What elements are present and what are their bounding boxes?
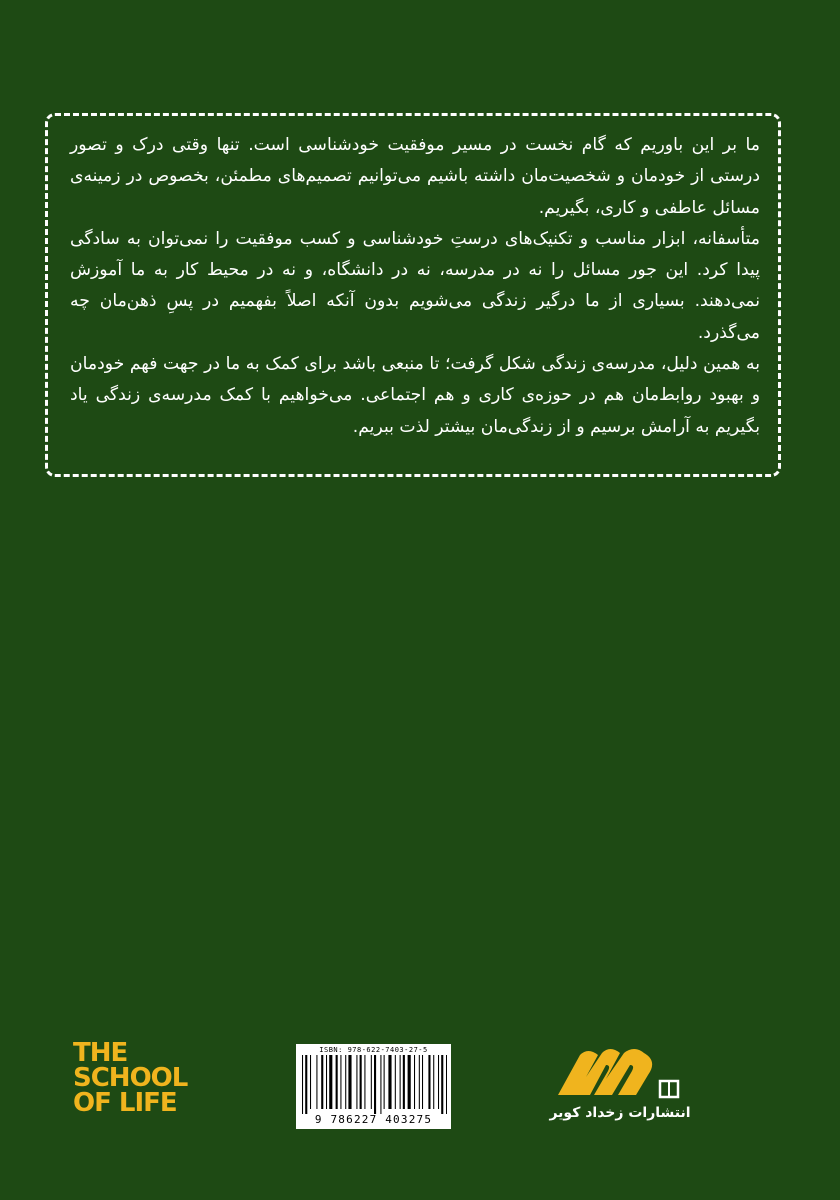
- barcode-bar: [388, 1055, 391, 1109]
- isbn-label: ISBN: 978-622-7403-27-5: [319, 1046, 428, 1054]
- barcode-bars: [300, 1055, 447, 1114]
- logo-line-3: OF LIFE: [73, 1088, 177, 1118]
- description-box: [45, 113, 781, 477]
- publisher-name: انتشارات زخداد کویر: [549, 1105, 691, 1121]
- barcode-bar: [380, 1055, 381, 1114]
- barcode-bar: [348, 1055, 351, 1109]
- barcode-bar: [345, 1055, 346, 1109]
- barcode-bar: [374, 1055, 376, 1114]
- barcode-bar: [400, 1055, 401, 1109]
- barcode-bar: [356, 1055, 357, 1109]
- barcode-bar: [433, 1055, 434, 1109]
- barcode-bar: [438, 1055, 439, 1109]
- barcode-bar: [414, 1055, 415, 1109]
- isbn-barcode: [296, 1044, 451, 1129]
- publisher-logo: [540, 1045, 700, 1130]
- barcode-bar: [364, 1055, 365, 1109]
- barcode-bar: [329, 1055, 332, 1109]
- barcode-bar: [316, 1055, 317, 1109]
- barcode-bar: [305, 1055, 307, 1114]
- school-of-life-logo: [73, 1038, 188, 1118]
- barcode-bar: [422, 1055, 423, 1109]
- barcode-bar: [408, 1055, 411, 1109]
- book-icon: [660, 1081, 678, 1097]
- barcode-bar: [371, 1055, 372, 1109]
- barcode-bar: [428, 1055, 430, 1109]
- barcode-bar: [419, 1055, 420, 1109]
- barcode-bar: [310, 1055, 311, 1109]
- description-paragraph-1: ما بر این باوریم که گام نخست در مسیر موفقیت خودشناسی است. تنها وقتی درک و تصور درستی از خودمان و شخصیت‌مان داشته باشیم می‌توانیم تصمیم‌های مطمئن، بخصوص در زمینه‌ی مسائل عاطفی و کاری، بگیریم.: [70, 135, 760, 218]
- barcode-bar: [446, 1055, 447, 1114]
- barcode-bar: [321, 1055, 323, 1109]
- barcode-bar: [336, 1055, 338, 1109]
- logo-line-2: SCHOOL: [73, 1063, 188, 1093]
- barcode-bar: [360, 1055, 362, 1109]
- isbn-digits: 9 786227 403275: [314, 1113, 433, 1126]
- logo-line-1: THE: [73, 1038, 128, 1068]
- barcode-bar: [441, 1055, 443, 1114]
- description-paragraph-2: متأسفانه، ابزار مناسب و تکنیک‌های درستِ خودشناسی و کسب موفقیت را نمی‌توان به سادگی پیدا کرد. این جور مسائل را نه در مدرسه، نه در دانشگاه، و نه در محیط کار به ما آموزش نمی‌دهند. بسیاری از ما درگیر زندگی می‌شویم بدون آنکه اصلاً بفهمیم در پسِ ذهن‌مان چه می‌گذرد.: [70, 228, 760, 343]
- barcode-bar: [384, 1055, 385, 1109]
- barcode-bar: [395, 1055, 396, 1109]
- publisher-emblem-icon: [540, 1045, 700, 1103]
- barcode-bar: [340, 1055, 341, 1109]
- barcode-bar: [326, 1055, 327, 1109]
- barcode-bar: [403, 1055, 405, 1109]
- barcode-bar: [302, 1055, 303, 1114]
- description-paragraph-3: به همین دلیل، مدرسه‌ی زندگی شکل گرفت؛ تا منبعی باشد برای کمک به ما در جهت فهم خودمان و بهبود روابط‌مان هم در حوزه‌ی کاری و هم اجتماعی. می‌خواهیم با کمک مدرسه‌ی زندگی یاد بگیریم به آرامش برسیم و از زندگی‌مان بیشتر لذت ببریم.: [70, 354, 760, 437]
